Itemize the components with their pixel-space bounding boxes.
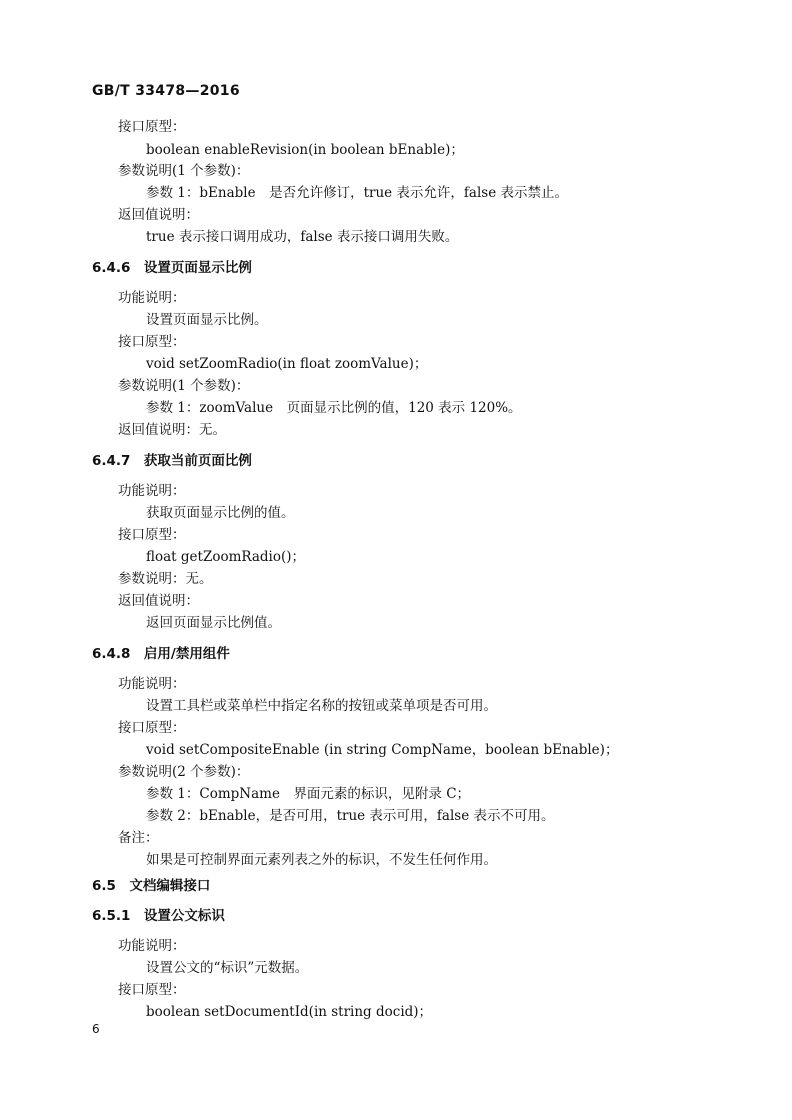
text-line: boolean setDocumentId(in string docid)； <box>146 1004 433 1020</box>
text-line: 接口原型： <box>118 119 186 135</box>
text-line: 如果是可控制界面元素列表之外的标识，不发生任何作用。 <box>146 852 497 868</box>
text-line: 参数 1：bEnable 是否允许修订，true 表示允许，false 表示禁止。 <box>146 185 568 201</box>
text-line: 参数说明：无。 <box>118 571 213 587</box>
text-line: void setZoomRadio(in float zoomValue)； <box>146 356 428 372</box>
text-line: 接口原型： <box>118 720 186 736</box>
text-line: 参数 2：bEnable，是否可用，true 表示可用，false 表示不可用。 <box>146 808 555 824</box>
text-line: 功能说明： <box>118 290 186 306</box>
text-line: 返回页面显示比例值。 <box>146 615 281 631</box>
text-line: 接口原型： <box>118 527 186 543</box>
text-line: 功能说明： <box>118 483 186 499</box>
standard-code-header: GB/T 33478—2016 <box>92 83 240 99</box>
section-heading: 6.4.7 获取当前页面比例 <box>92 453 252 469</box>
text-line: boolean enableRevision(in boolean bEnable)； <box>146 142 464 158</box>
text-line: 返回值说明：无。 <box>118 422 226 438</box>
text-line: 参数 1：zoomValue 页面显示比例的值，120 表示 120%。 <box>146 400 522 416</box>
text-line: 返回值说明： <box>118 207 199 223</box>
section-heading: 6.4.8 启用/禁用组件 <box>92 646 230 662</box>
text-line: 获取页面显示比例的值。 <box>146 505 295 521</box>
text-line: 参数 1：CompName 界面元素的标识，见附录 C； <box>146 786 471 802</box>
section-heading: 6.5.1 设置公文标识 <box>92 908 225 924</box>
text-line: 参数说明(1 个参数)： <box>118 378 250 394</box>
text-line: 接口原型： <box>118 982 186 998</box>
text-line: void setCompositeEnable (in string CompName，boolean bEnable)； <box>146 742 619 758</box>
text-line: 备注： <box>118 830 159 846</box>
text-line: float getZoomRadio()； <box>146 549 306 565</box>
text-line: true 表示接口调用成功，false 表示接口调用失败。 <box>146 229 459 245</box>
text-line: 设置页面显示比例。 <box>146 312 268 328</box>
section-heading: 6.5 文档编辑接口 <box>92 878 211 894</box>
text-line: 参数说明(1 个参数)： <box>118 163 250 179</box>
text-line: 设置工具栏或菜单栏中指定名称的按钮或菜单项是否可用。 <box>146 698 497 714</box>
text-line: 功能说明： <box>118 676 186 692</box>
text-line: 功能说明： <box>118 938 186 954</box>
page-number: 6 <box>92 1022 100 1036</box>
section-heading: 6.4.6 设置页面显示比例 <box>92 260 252 276</box>
text-line: 设置公文的“标识”元数据。 <box>146 960 309 976</box>
text-line: 参数说明(2 个参数)： <box>118 764 250 780</box>
text-line: 接口原型： <box>118 334 186 350</box>
text-line: 返回值说明： <box>118 593 199 609</box>
